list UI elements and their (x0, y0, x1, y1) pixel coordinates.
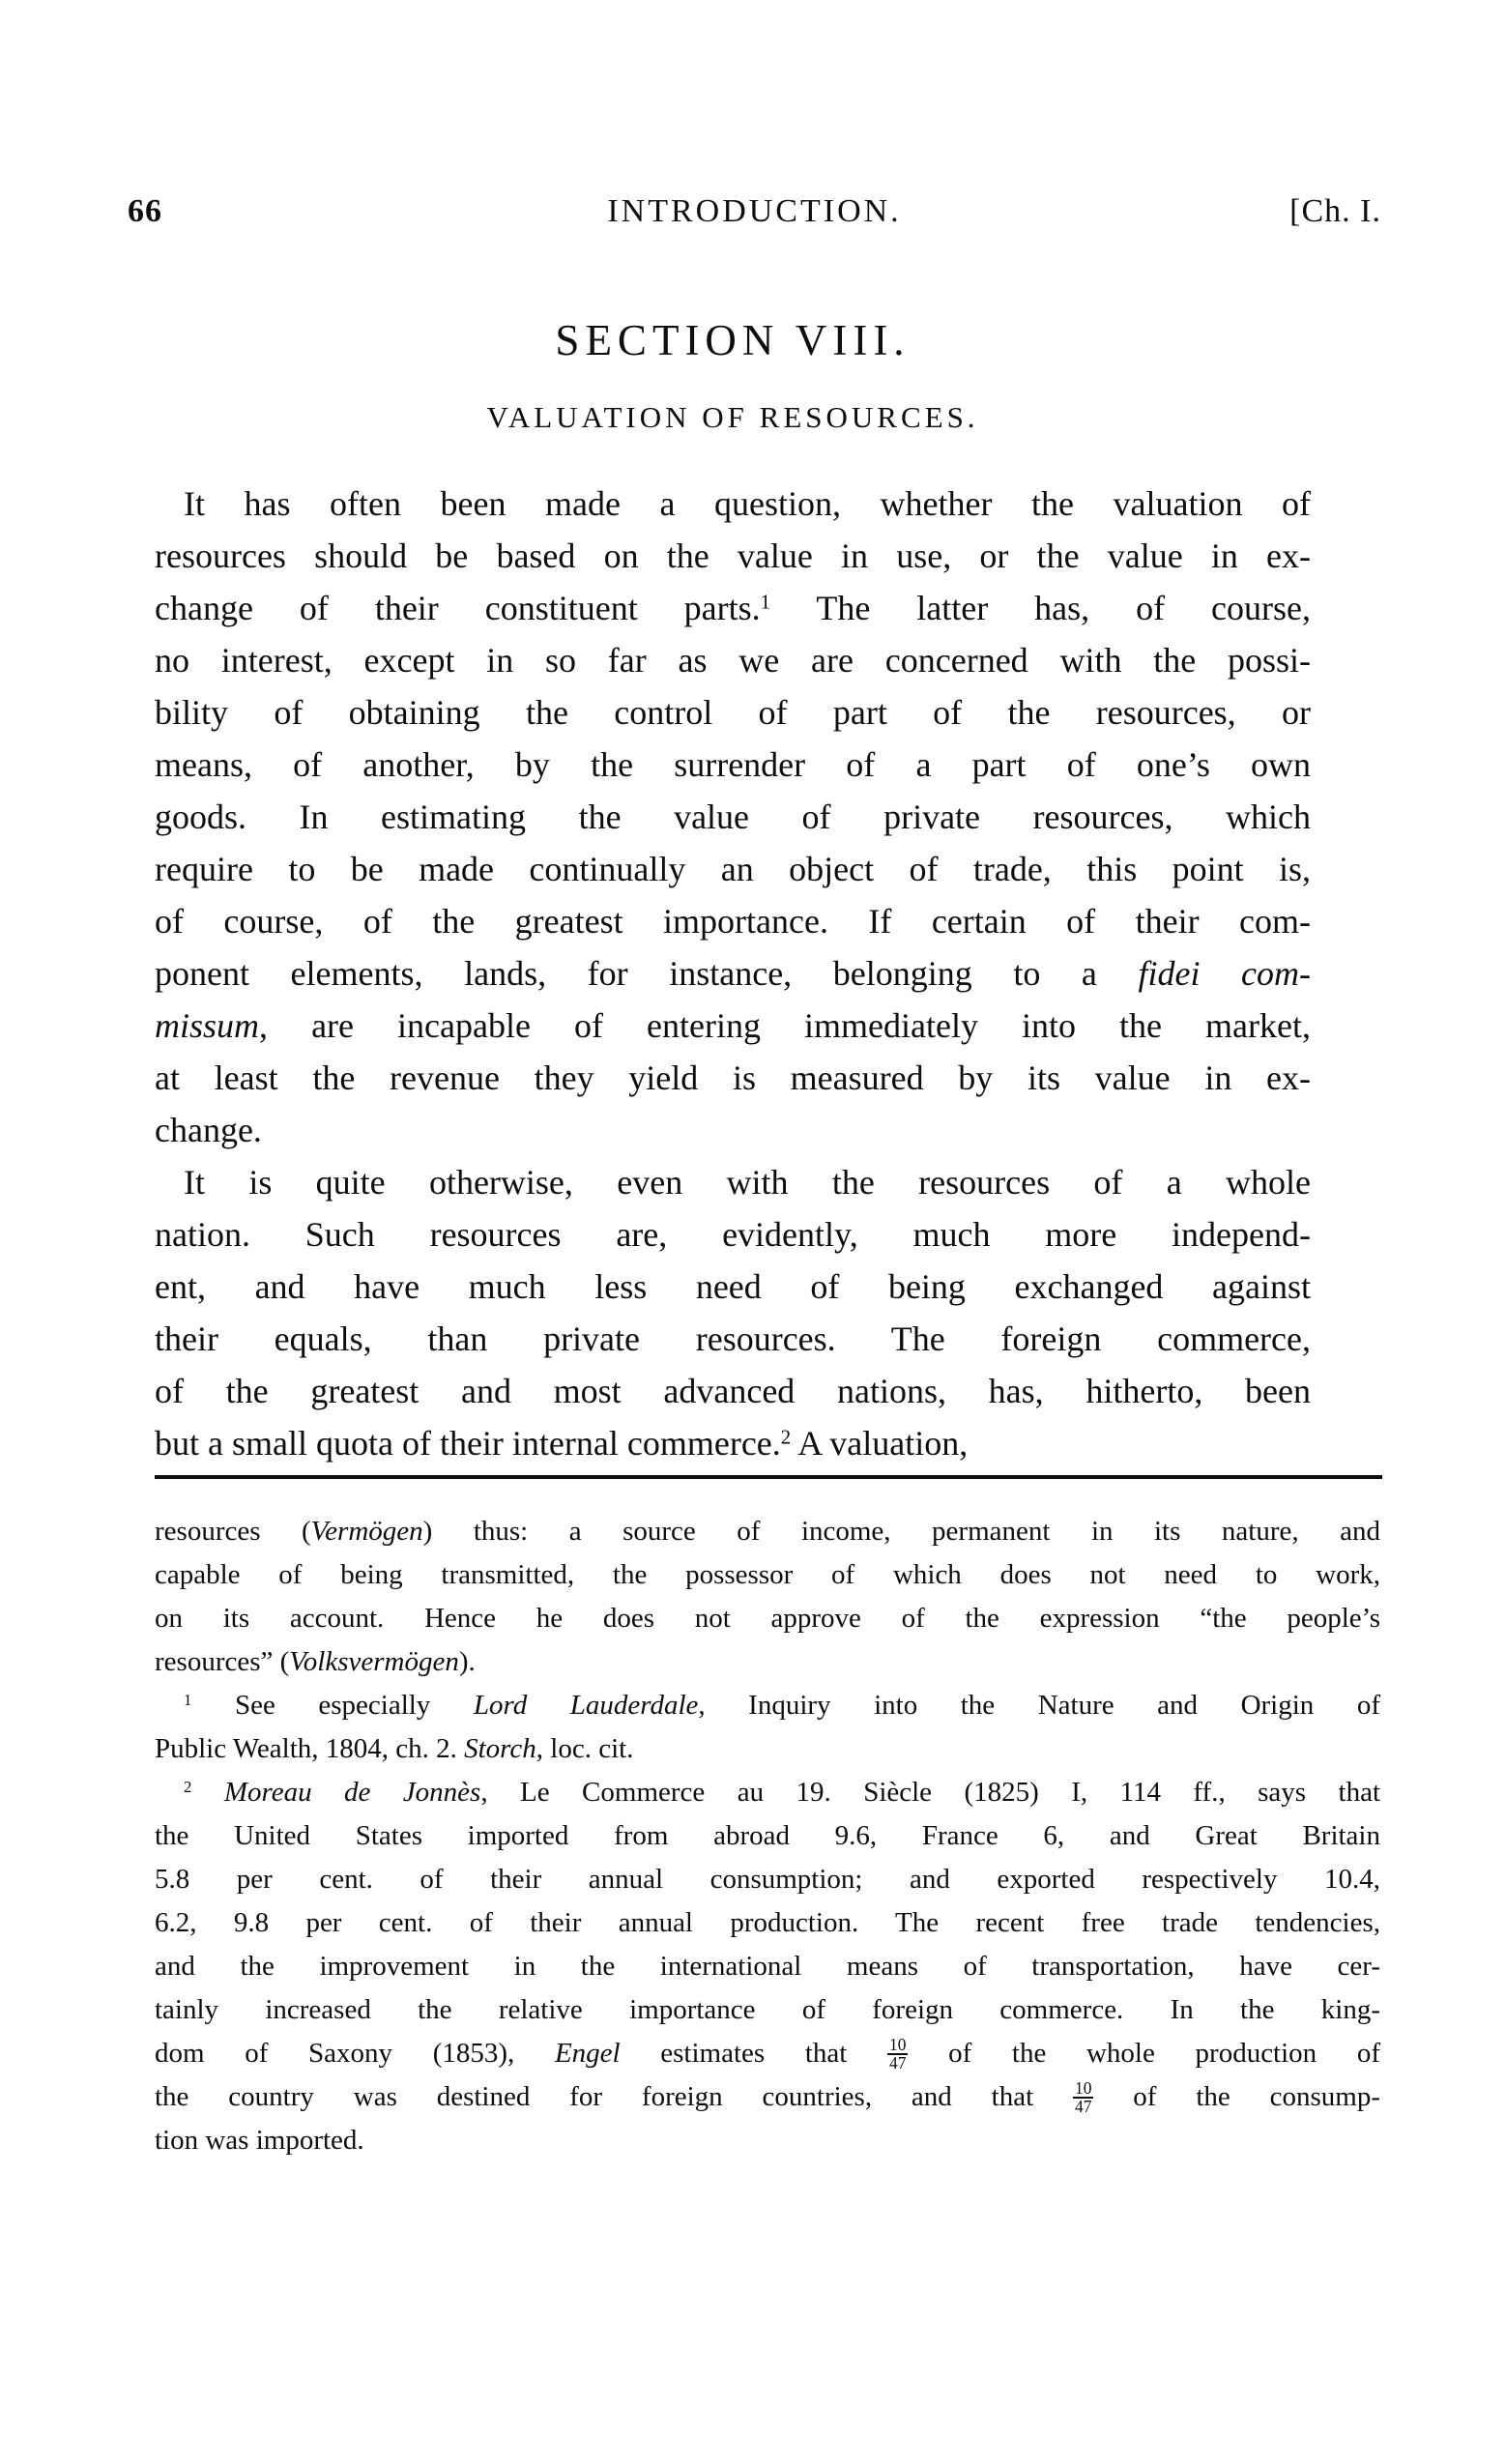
italic-text: Lord Lauderdale (473, 1690, 699, 1721)
text-line (155, 1727, 1380, 1771)
text-run: resources should be based on the value in use, or the value in ex- (155, 536, 1311, 575)
footnote-marker: 1 (184, 1690, 192, 1709)
text-run: means, of another, by the surrender of a part of one’s own (155, 745, 1311, 784)
text-run: of the consump- (1093, 2081, 1380, 2112)
text-line (155, 843, 1311, 895)
text-line (155, 1553, 1380, 1597)
page-number: 66 (128, 193, 162, 229)
text-line (155, 739, 1311, 791)
italic-text: missum (155, 1006, 260, 1045)
text-run: but a small quota of their internal commerce. (155, 1424, 781, 1463)
text-line (155, 582, 1311, 634)
paragraph (155, 478, 1311, 1156)
text-run: their equals, than private resources. The foreign commerce, (155, 1319, 1311, 1358)
text-line (155, 791, 1311, 843)
italic-text: Engel (554, 2038, 621, 2069)
text-run: , Le Commerce au 19. Siècle (1825) I, 114 ff., says that (480, 1777, 1381, 1808)
footnote (155, 1510, 1380, 1684)
text-run: resources” ( (155, 1646, 290, 1677)
section-heading: SECTION VIII. (555, 316, 911, 364)
text-run: It has often been made a question, whether the valuation of (184, 484, 1311, 523)
text-run: See especially (191, 1690, 474, 1721)
text-line (155, 2075, 1380, 2119)
text-run: at least the revenue they yield is measured by its value in ex- (155, 1058, 1311, 1097)
text-run: ). (458, 1646, 476, 1677)
text-run: tion was imported. (155, 2125, 364, 2156)
italic-text: Vermögen (310, 1516, 423, 1547)
text-line (155, 947, 1311, 1000)
text-line (155, 1945, 1380, 1988)
text-line (155, 1597, 1380, 1640)
footnote (155, 1684, 1380, 1771)
chapter-label: [Ch. I. (1289, 193, 1381, 229)
text-line (155, 2119, 1380, 2162)
text-line (155, 478, 1311, 530)
text-run: of course, of the greatest importance. If certain of their com- (155, 902, 1311, 941)
fraction: $\frac{10}{47}$ (1075, 2077, 1092, 2117)
text-run: , Inquiry into the Nature and Origin of (698, 1690, 1380, 1721)
text-line (155, 634, 1311, 686)
text-run: 6.2, 9.8 per cent. of their annual production. The recent free trade tendencies, (155, 1907, 1380, 1938)
text-line (155, 1814, 1380, 1858)
text-line (155, 1510, 1380, 1553)
italic-text: Moreau de Jonnès (223, 1777, 481, 1808)
text-run: of the whole production of (908, 2038, 1380, 2069)
text-line (155, 1365, 1311, 1417)
text-line (155, 1988, 1380, 2032)
italic-text: fidei com- (1138, 954, 1311, 993)
text-run: tainly increased the relative importance of foreign commerce. In the king- (155, 1994, 1380, 2025)
text-line (155, 686, 1311, 739)
text-line (155, 1208, 1311, 1261)
section-subheading: VALUATION OF RESOURCES. (486, 400, 979, 434)
text-run: A valuation, (791, 1424, 969, 1463)
text-run (191, 1777, 223, 1808)
page-header (128, 193, 1381, 230)
footnote (155, 1771, 1380, 2162)
text-run: resources ( (155, 1516, 311, 1547)
text-line (155, 530, 1311, 582)
paragraph (155, 1156, 1311, 1469)
text-run: It is quite otherwise, even with the resources of a whole (184, 1163, 1311, 1202)
text-run: the country was destined for foreign countries, and that (155, 2081, 1074, 2112)
footnote-marker: 2 (184, 1777, 192, 1796)
text-run: goods. In estimating the value of private resources, which (155, 797, 1311, 836)
text-run: the United States imported from abroad 9.6, France 6, and Great Britain (155, 1820, 1380, 1851)
text-run: The latter has, of course, (770, 589, 1312, 627)
text-line (155, 1104, 1311, 1156)
text-line (155, 1858, 1380, 1901)
text-run: ponent elements, lands, for instance, belonging to a (155, 954, 1139, 993)
text-run: and the improvement in the international means of transportation, have cer- (155, 1951, 1380, 1982)
italic-text: Storch (464, 1733, 536, 1764)
text-run: Public Wealth, 1804, ch. 2. (155, 1733, 465, 1764)
text-run: change. (155, 1111, 262, 1149)
text-run: of the greatest and most advanced nations, has, hitherto, been (155, 1372, 1311, 1410)
text-line (155, 1000, 1311, 1052)
running-title: INTRODUCTION. (607, 193, 902, 229)
text-run: , loc. cit. (535, 1733, 634, 1764)
text-run: ) thus: a source of income, permanent in its nature, and (422, 1516, 1380, 1547)
text-line (155, 1313, 1311, 1365)
italic-text: Volksvermögen (289, 1646, 459, 1677)
text-line (155, 2032, 1380, 2075)
text-line (155, 1640, 1380, 1684)
text-line (155, 1156, 1311, 1208)
text-run: , are incapable of entering immediately into the market, (259, 1006, 1311, 1045)
text-line (155, 895, 1311, 947)
text-run: estimates that (620, 2038, 888, 2069)
footnote-separator (155, 1475, 1382, 1479)
text-run: change of their constituent parts. (155, 589, 761, 627)
text-line (155, 1771, 1380, 1814)
text-line (155, 1261, 1311, 1313)
footnote-marker: 2 (780, 1425, 792, 1449)
text-run: dom of Saxony (1853), (155, 2038, 555, 2069)
text-line (155, 1052, 1311, 1104)
text-line (155, 1901, 1380, 1945)
text-run: no interest, except in so far as we are concerned with the possi- (155, 641, 1311, 680)
text-run: nation. Such resources are, evidently, much more independ- (155, 1215, 1311, 1254)
footnotes (155, 1510, 1380, 2162)
text-run: capable of being transmitted, the possessor of which does not need to work, (155, 1559, 1380, 1590)
text-line (155, 1417, 1311, 1469)
text-run: ent, and have much less need of being exchanged against (155, 1267, 1311, 1306)
text-run: on its account. Hence he does not approve of the expression “the people’s (155, 1603, 1380, 1634)
fraction: $\frac{10}{47}$ (889, 2034, 907, 2073)
footnote-marker: 1 (760, 590, 771, 614)
text-run: 5.8 per cent. of their annual consumption; and exported respectively 10.4, (155, 1864, 1380, 1895)
text-run: bility of obtaining the control of part of the resources, or (155, 693, 1311, 732)
text-run: require to be made continually an object of trade, this point is, (155, 850, 1311, 888)
text-line (155, 1684, 1380, 1727)
body-text (155, 478, 1311, 1469)
